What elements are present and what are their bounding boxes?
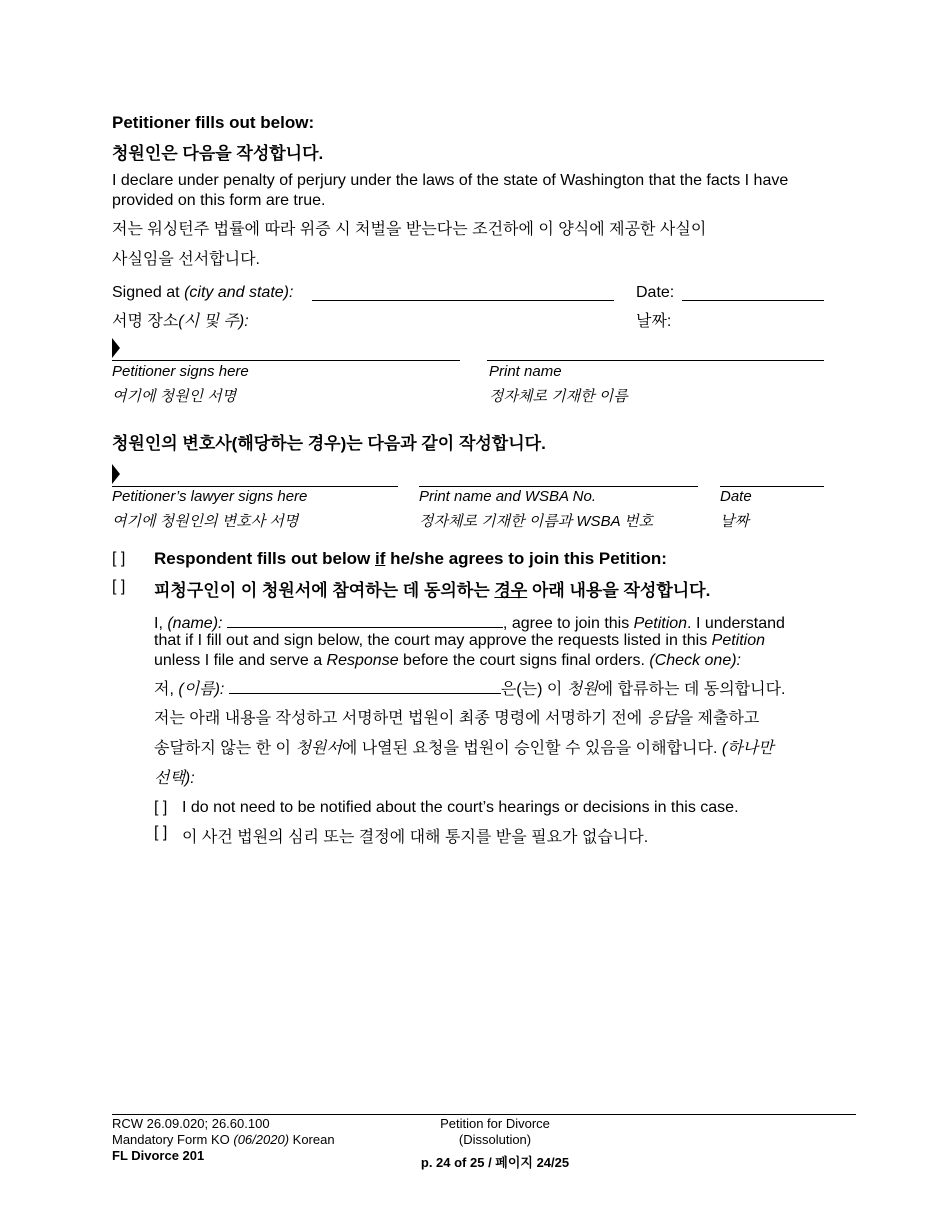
- footer-title-line2: (Dissolution): [458, 1132, 532, 1147]
- declaration-en-line1: I declare under penalty of perjury under the laws of the state of Washington that the facts I have: [112, 172, 789, 189]
- option-checkbox-en[interactable]: [ ]: [154, 799, 168, 816]
- lawyer-print-name-ko: 정자체로 기재한 이름과 WSBA 번호: [419, 513, 654, 530]
- sign-arrow-icon: [112, 338, 120, 358]
- lawyer-signature-field[interactable]: [112, 486, 398, 487]
- respondent-en-line2: that if I fill out and sign below, the court may approve the requests listed in this Petition: [154, 632, 766, 649]
- respondent-checkbox-en[interactable]: [ ]: [112, 550, 126, 567]
- respondent-ko-line2: 저는 아래 내용을 작성하고 서명하면 법원이 최종 명령에 서명하기 전에 응답을 제출하고: [154, 710, 760, 727]
- petitioner-signature-field[interactable]: [112, 360, 460, 361]
- respondent-en-line3: unless I file and serve a Response before the court signs final orders. (Check one):: [154, 652, 741, 669]
- petitioner-print-name-field[interactable]: [487, 360, 824, 361]
- respondent-checkbox-ko[interactable]: [ ]: [112, 578, 126, 595]
- date-field[interactable]: [682, 300, 824, 301]
- option-checkbox-ko[interactable]: [ ]: [154, 824, 168, 841]
- petitioner-signs-here-en: Petitioner signs here: [112, 363, 249, 380]
- petitioner-print-name-ko: 정자체로 기재한 이름: [489, 388, 628, 405]
- footer-mandatory-form: Mandatory Form KO (06/2020) Korean: [112, 1132, 335, 1147]
- lawyer-print-name-field[interactable]: [419, 486, 698, 487]
- footer-page-number: p. 24 of 25 / 페이지 24/25: [420, 1155, 570, 1170]
- lawyer-date-field[interactable]: [720, 486, 824, 487]
- respondent-ko-line3: 송달하지 않는 한 이 청원서에 나열된 요청을 법원이 승인할 수 있음을 이해합니다. (하나만: [154, 740, 774, 757]
- respondent-ko-line1: 저, (이름): 은(는) 이 청원에 합류하는 데 동의합니다.: [154, 676, 785, 699]
- lawyer-sign-arrow-icon: [112, 464, 120, 484]
- declaration-ko-line2: 사실임을 선서합니다.: [112, 251, 260, 268]
- footer-form-id: FL Divorce 201: [112, 1148, 205, 1163]
- date-label-ko: 날짜:: [636, 313, 672, 330]
- respondent-heading-ko: 피청구인이 이 청원서에 참여하는 데 동의하는 경우 아래 내용을 작성합니다.: [154, 581, 711, 600]
- petitioner-print-name-en: Print name: [489, 363, 562, 380]
- footer-rcw: RCW 26.09.020; 26.60.100: [112, 1116, 270, 1131]
- declaration-en-line2: provided on this form are true.: [112, 192, 326, 209]
- signed-at-label-en: Signed at (city and state):: [112, 284, 294, 301]
- date-label-en: Date:: [636, 284, 675, 301]
- petitioner-signs-here-ko: 여기에 청원인 서명: [112, 388, 237, 405]
- declaration-ko-line1: 저는 워싱턴주 법률에 따라 위증 시 처벌을 받는다는 조건하에 이 양식에 제공한 사실이: [112, 221, 707, 238]
- respondent-name-field-ko[interactable]: [229, 678, 501, 694]
- respondent-name-field[interactable]: [227, 612, 503, 628]
- lawyer-signs-here-ko: 여기에 청원인의 변호사 서명: [112, 513, 299, 530]
- respondent-en-line1: I, (name): , agree to join this Petition. I understand: [154, 612, 785, 633]
- respondent-heading-en: Respondent fills out below if he/she agrees to join this Petition:: [154, 549, 667, 568]
- option-ko: 이 사건 법원의 심리 또는 결정에 대해 통지를 받을 필요가 없습니다.: [182, 829, 649, 846]
- footer-divider: [112, 1114, 856, 1115]
- signed-at-label-ko: 서명 장소(시 및 주):: [112, 313, 249, 330]
- respondent-ko-line4: 선택):: [154, 770, 195, 787]
- lawyer-heading-ko: 청원인의 변호사(해당하는 경우)는 다음과 같이 작성합니다.: [112, 434, 546, 453]
- lawyer-date-ko: 날짜: [720, 513, 749, 530]
- lawyer-signs-here-en: Petitioner’s lawyer signs here: [112, 488, 308, 505]
- lawyer-date-en: Date: [720, 488, 752, 505]
- petitioner-heading-en: Petitioner fills out below:: [112, 113, 315, 132]
- lawyer-print-name-en: Print name and WSBA No.: [419, 488, 597, 505]
- footer-title-line1: Petition for Divorce: [440, 1116, 550, 1131]
- petitioner-heading-ko: 청원인은 다음을 작성합니다.: [112, 144, 324, 163]
- option-en: I do not need to be notified about the court’s hearings or decisions in this case.: [182, 799, 739, 816]
- signed-at-field[interactable]: [312, 300, 614, 301]
